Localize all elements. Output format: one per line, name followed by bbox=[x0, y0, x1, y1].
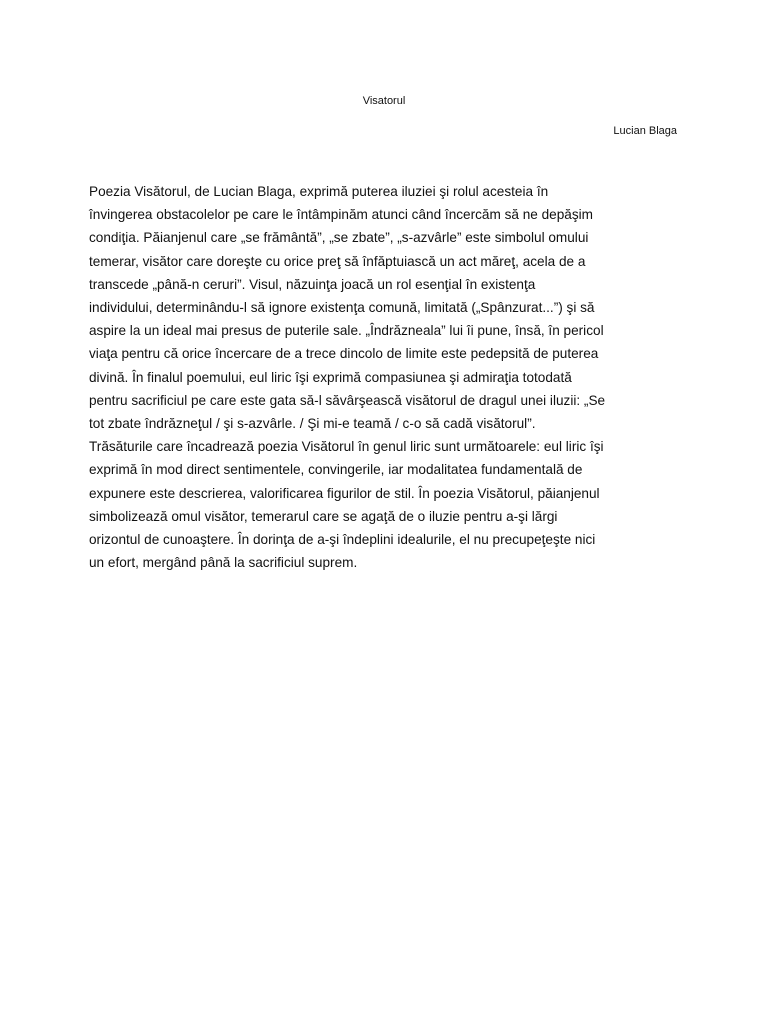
body-line: condiţia. Păianjenul care „se frământă”, „se zbate”, „s-azvârle” este simbolul omului bbox=[89, 230, 589, 246]
body-line: divină. În finalul poemului, eul liric îşi exprimă compasiunea şi admiraţia totodată bbox=[89, 369, 572, 385]
body-line: transcede „până-n ceruri”. Visul, năzuinţa joacă un rol esenţial în existenţa bbox=[89, 276, 536, 292]
document-title: Visatorul bbox=[362, 95, 406, 107]
body-line: Trăsăturile care încadrează poezia Visătorul în genul liric sunt următoarele: eul liric îşi bbox=[89, 439, 604, 455]
body-line: simbolizează omul visător, temerarul care se agaţă de o iluzie pentru a-şi lărgi bbox=[89, 508, 558, 524]
body-line: exprimă în mod direct sentimentele, convingerile, iar modalitatea fundamentală de bbox=[89, 462, 583, 478]
body-line: viaţa pentru că orice încercare de a trece dincolo de limite este pedepsită de puterea bbox=[89, 346, 599, 362]
body-line: tot zbate îndrăzneţul / şi s-azvârle. / Şi mi-e teamă / c-o să cadă visătorul”. bbox=[89, 416, 536, 432]
body-line: învingerea obstacolelor pe care le întâmpinăm atunci când încercăm să ne depăşim bbox=[89, 207, 594, 223]
body-line: pentru sacrificiul pe care este gata să-l săvârşească visătorul de dragul unei iluzii: „Se bbox=[89, 392, 606, 408]
document-body bbox=[89, 180, 685, 574]
body-line: temerar, visător care doreşte cu orice preţ să înfăptuiască un act măreţ, acela de a bbox=[89, 253, 586, 269]
body-line: un efort, mergând până la sacrificiul suprem. bbox=[89, 555, 358, 571]
body-line: orizontul de cunoaştere. În dorinţa de a-şi îndeplini idealurile, el nu precupeţeşte nici bbox=[89, 532, 596, 548]
body-line: Poezia Visătorul, de Lucian Blaga, exprimă puterea iluziei şi rolul acesteia în bbox=[89, 184, 549, 199]
document-author: Lucian Blaga bbox=[613, 125, 677, 137]
body-line: expunere este descrierea, valorificarea figurilor de stil. În poezia Visătorul, păianjenul bbox=[89, 485, 600, 501]
body-line: individului, determinându-l să ignore existenţa comună, limitată („Spânzurat...”) şi să bbox=[89, 300, 595, 316]
body-line: aspire la un ideal mai presus de puterile sale. „Îndrăzneala” lui îi pune, însă, în pericol bbox=[89, 323, 604, 339]
